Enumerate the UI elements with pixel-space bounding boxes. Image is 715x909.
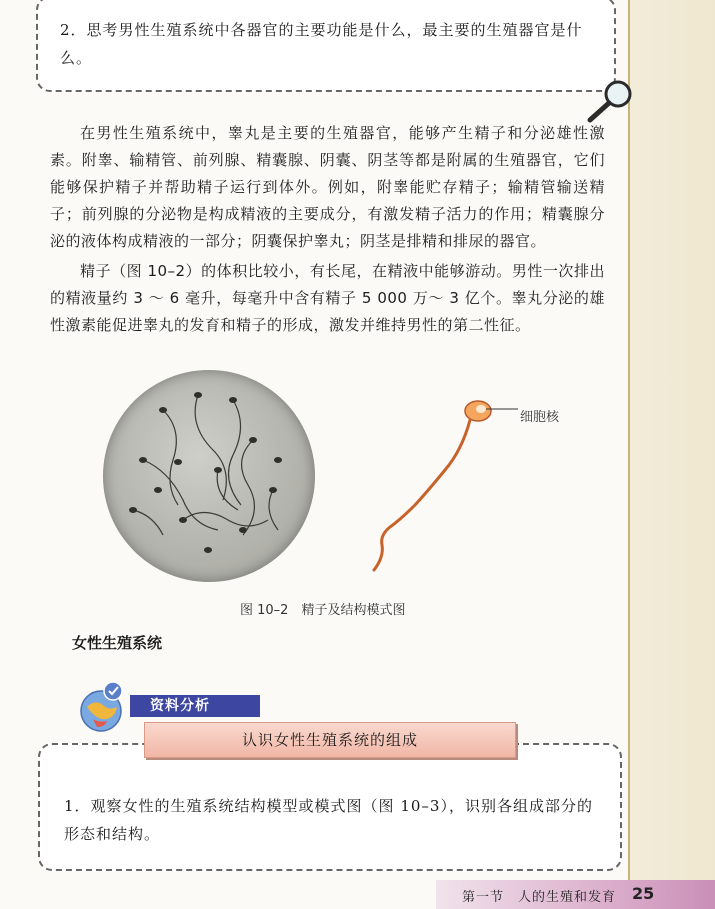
paragraph-male-organs: 在男性生殖系统中，睾丸是主要的生殖器官，能够产生精子和分泌雄性激素。附睾、输精管、前列腺、精囊腺、阴囊、阴茎等都是附属的生殖器官，它们能够保护精子并帮助精子运行到体外。例如，附睾能贮存精子；输精管输送精子；前列腺的分泌物是构成精液的主要成分，有激发精子活力的作用；精囊腺分泌的液体构成精液的一部分；阴囊保护睾丸；阴茎是排精和排尿的器官。: [50, 124, 605, 250]
page-number: 25: [632, 884, 655, 903]
paragraph-sperm: 精子（图 10–2）的体积比较小，有长尾，在精液中能够游动。男性一次排出的精液量约 3 ～ 6 毫升，每毫升中含有精子 5 000 万～ 3 亿个。睾丸分泌的雄性激素能促进睾丸的发育和精子的形成，激发并维持男性的第二性征。: [50, 262, 605, 334]
nucleus-label: 细胞核: [520, 410, 560, 425]
question-1-text: 1．观察女性的生殖系统结构模型或模式图（图 10–3），识别各组成部分的形态和结构。: [64, 797, 593, 843]
margin-rule: [628, 0, 630, 909]
section-heading: 女性生殖系统: [72, 634, 163, 652]
footer-title: 第一节 人的生殖和发育: [462, 890, 617, 905]
globe-icon: [73, 677, 133, 737]
question-2-text: 2．思考男性生殖系统中各器官的主要功能是什么，最主要的生殖器官是什么。: [60, 21, 583, 67]
activity-banner: 认识女性生殖系统的组成: [144, 722, 516, 758]
right-margin-band: [629, 0, 715, 909]
activity-label: 资料分析: [130, 695, 260, 717]
magnifier-icon: [580, 74, 640, 126]
microscope-photo: [103, 370, 315, 582]
figure-caption: 图 10–2 精子及结构模式图: [240, 603, 406, 618]
